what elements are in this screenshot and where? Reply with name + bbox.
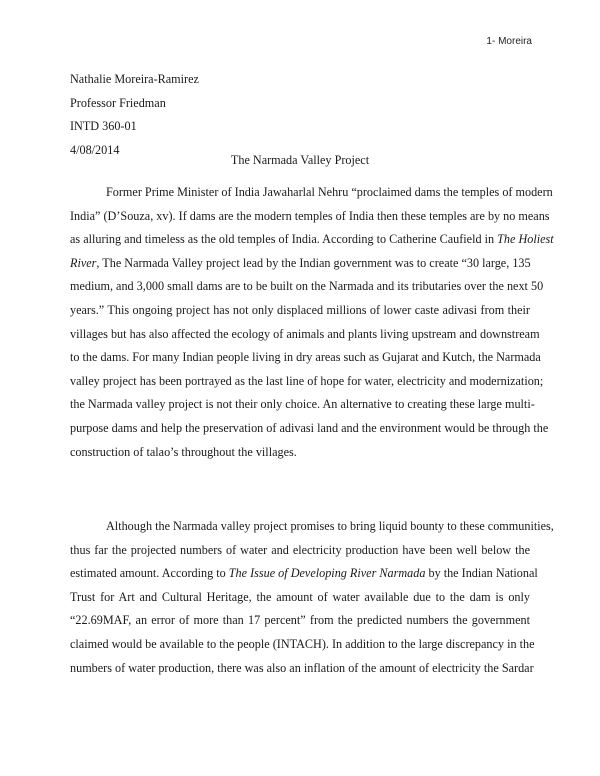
text-line	[70, 252, 530, 276]
text-segment: as alluring and timeless as the old temples of India. According to Catherine Caufield in	[70, 232, 498, 247]
text-line	[70, 633, 535, 657]
text-line	[70, 275, 544, 299]
page-header: 1- Moreira	[486, 36, 532, 47]
italic-title: The Issue of Developing River Narmada	[228, 566, 426, 581]
text-segment: medium, and 3,000 small dams are to be built on the Narmada and its tributaries over the next 50	[70, 279, 544, 294]
text-segment: the Narmada valley project is not their only choice. An alternative to creating these large multi-	[70, 397, 535, 412]
date: 4/08/2014	[70, 142, 120, 157]
text-line	[70, 323, 540, 347]
text-segment: years.” This ongoing project has not only displaced millions of lower caste adivasi from their	[70, 302, 530, 317]
text-segment: “22.69MAF, an error of more than 17 percent” from the predicted numbers the government	[70, 613, 530, 628]
text-segment: Although the Narmada valley project promises to bring liquid bounty to these communities,	[106, 519, 554, 533]
text-segment: Former Prime Minister of India Jawaharlal Nehru “proclaimed dams the temples of modern	[106, 185, 553, 199]
text-line	[70, 393, 535, 417]
text-segment: by the Indian National	[425, 566, 538, 581]
text-segment: villages but has also affected the ecology of animals and plants living upstream and downstream	[70, 326, 540, 341]
professor-name: Professor Friedman	[70, 95, 166, 110]
text-line	[70, 370, 544, 394]
text-line	[70, 205, 550, 229]
text-line	[70, 562, 538, 586]
text-line	[70, 441, 530, 465]
text-line	[70, 586, 530, 610]
text-line	[70, 181, 553, 205]
document-title: The Narmada Valley Project	[230, 153, 370, 167]
text-segment: to the dams. For many Indian people living in dry areas such as Gujarat and Kutch, the Narmada	[70, 350, 541, 365]
italic-title: River	[70, 255, 97, 270]
text-segment: estimated amount. According to	[70, 566, 229, 581]
text-line	[70, 417, 549, 441]
text-segment: claimed would be available to the people (INTACH). In addition to the large discrepancy in the	[70, 636, 535, 651]
italic-title: The Holiest	[497, 232, 554, 247]
course-code: INTD 360-01	[70, 119, 137, 134]
paragraph-2	[70, 515, 554, 680]
paragraph-1	[70, 181, 554, 464]
author-name: Nathalie Moreira-Ramirez	[70, 72, 199, 86]
text-segment: purpose dams and help the preservation of adivasi land and the environment would be through the	[70, 420, 549, 435]
text-segment: Trust for Art and Cultural Heritage, the amount of water available due to the dam is only	[70, 589, 530, 604]
text-line	[70, 539, 530, 563]
text-line	[70, 299, 530, 323]
text-line	[70, 346, 541, 370]
text-segment: thus far the projected numbers of water and electricity production have been well below the	[70, 542, 530, 557]
text-line	[70, 609, 530, 633]
text-segment: , The Narmada Valley project lead by the Indian government was to create “30 large, 135	[96, 255, 531, 270]
text-line	[70, 515, 554, 539]
heading-block	[70, 68, 199, 162]
text-line	[70, 657, 534, 681]
text-segment: valley project has been portrayed as the last line of hope for water, electricity and modernization;	[70, 373, 544, 388]
text-segment: numbers of water production, there was also an inflation of the amount of electricity the Sardar	[70, 660, 534, 675]
text-line	[70, 228, 554, 252]
text-segment: construction of talao’s throughout the villages.	[70, 444, 297, 459]
text-segment: India” (D’Souza, xv). If dams are the modern temples of India then these temples are by no means	[70, 208, 550, 223]
